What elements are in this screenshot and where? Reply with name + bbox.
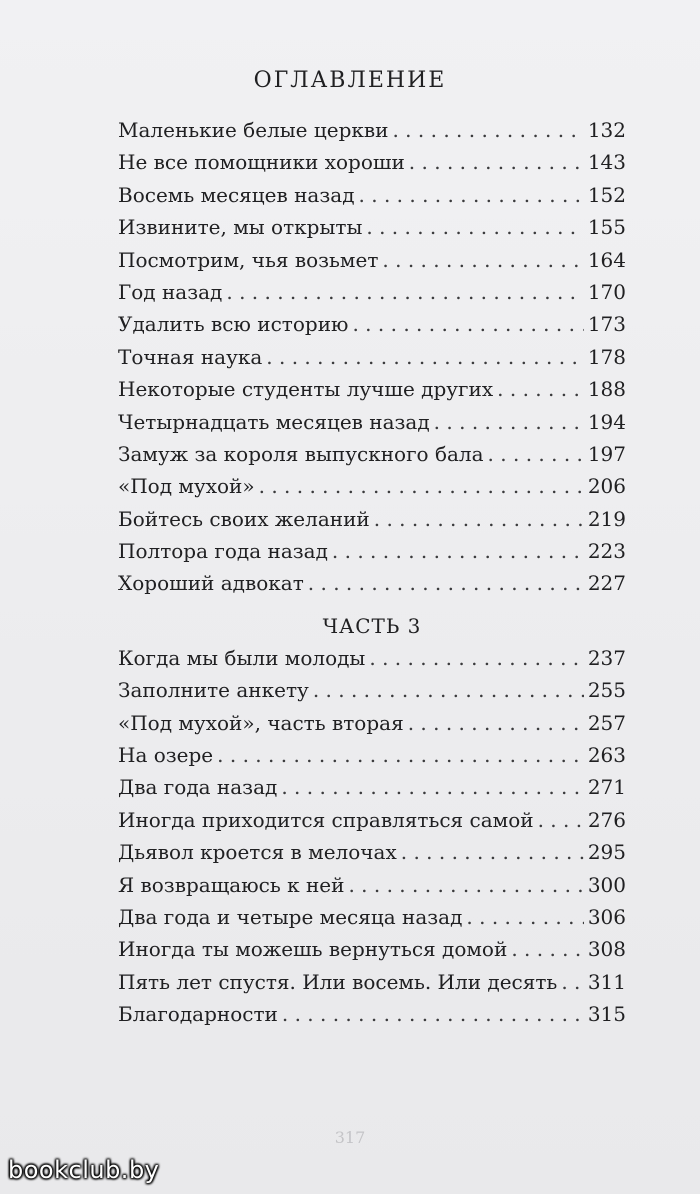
toc-entry (118, 1002, 626, 1034)
toc-entry (118, 312, 626, 344)
dot-leader (348, 873, 583, 897)
dot-leader (409, 150, 584, 174)
toc-entry-page: 170 (587, 279, 626, 304)
dot-leader (281, 775, 583, 799)
toc-entry-title: Год назад (118, 279, 223, 304)
toc-entry (118, 474, 626, 506)
toc-entry (118, 711, 626, 743)
toc-entry (118, 507, 626, 539)
page-number: 317 (334, 1128, 366, 1147)
dot-leader (374, 507, 584, 531)
toc-entry (118, 442, 626, 474)
dot-leader (366, 215, 583, 239)
toc-entry (118, 775, 626, 807)
toc-entry-title: Иногда ты можешь вернуться домой (118, 937, 508, 962)
toc-entries-part-3 (118, 646, 626, 1035)
toc-entry (118, 937, 626, 969)
toc-entry (118, 377, 626, 409)
toc-entry-page: 188 (587, 377, 626, 402)
toc-entry-title: Удалить всю историю (118, 312, 349, 337)
toc-entry (118, 905, 626, 937)
toc-entry (118, 743, 626, 775)
dot-leader (408, 711, 584, 735)
toc-entry (118, 873, 626, 905)
toc-entry-page: 155 (587, 215, 626, 240)
toc-entry-title: Иногда приходится справляться самой (118, 807, 534, 832)
toc-entry-title: Два года назад (118, 775, 278, 800)
toc-entry (118, 970, 626, 1002)
toc-entry-page: 143 (587, 150, 626, 175)
toc-entry (118, 150, 626, 182)
toc-entry-page: 237 (587, 645, 626, 670)
toc-entry-page: 255 (587, 678, 626, 703)
toc-entry (118, 646, 626, 678)
part-heading: ЧАСТЬ 3 (322, 613, 422, 638)
dot-leader (466, 905, 583, 929)
toc-entry-title: Заполните анкету (118, 678, 309, 703)
toc-entry-title: Не все помощники хороши (118, 150, 405, 175)
toc-entry-page: 219 (587, 506, 626, 531)
dot-leader (401, 840, 584, 864)
dot-leader (266, 345, 584, 369)
toc-entry-page: 206 (587, 474, 626, 499)
dot-leader (217, 743, 584, 767)
toc-entry-page: 197 (587, 441, 626, 466)
toc-entry (118, 571, 626, 603)
dot-leader (359, 183, 584, 207)
toc-entry (118, 678, 626, 710)
toc-entry (118, 215, 626, 247)
toc-entry (118, 840, 626, 872)
toc-entry-page: 194 (587, 409, 626, 434)
toc-entry-page: 308 (587, 937, 626, 962)
toc-entry-title: «Под мухой», часть вторая (118, 710, 404, 735)
dot-leader (282, 1002, 584, 1026)
toc-entry-page: 311 (587, 969, 626, 994)
toc-entry-title: Два года и четыре месяца назад (118, 904, 463, 929)
dot-leader (538, 808, 584, 832)
toc-entry-title: Бойтесь своих желаний (118, 506, 370, 531)
toc-entry-title: «Под мухой» (118, 474, 255, 499)
toc-entry-page: 223 (587, 539, 626, 564)
toc-entry (118, 539, 626, 571)
toc-entry-title: Маленькие белые церкви (118, 118, 389, 142)
toc-entry-title: Некоторые студенты лучше других (118, 377, 494, 402)
toc-entry-page: 295 (587, 840, 626, 865)
dot-leader (488, 442, 584, 466)
toc-entry-title: Восемь месяцев назад (118, 182, 355, 207)
dot-leader (369, 646, 583, 670)
watermark-logo: bookclub.by (8, 1156, 160, 1184)
toc-entry-page: 306 (587, 904, 626, 929)
toc-entry-page: 257 (587, 710, 626, 735)
toc-entry-page: 227 (587, 571, 626, 596)
toc-entry (118, 808, 626, 840)
dot-leader (226, 280, 583, 304)
toc-entry-page: 173 (587, 312, 626, 337)
toc-entry (118, 345, 626, 377)
dot-leader (511, 937, 584, 961)
toc-entry (118, 248, 626, 280)
dot-leader (392, 118, 583, 142)
table-of-contents (118, 118, 626, 1035)
dot-leader (382, 248, 583, 272)
toc-entry-title: Извините, мы открыты (118, 215, 363, 240)
toc-entry-title: Благодарности (118, 1002, 278, 1027)
toc-entry-title: Замуж за короля выпускного бала (118, 441, 484, 466)
toc-entry-title: Точная наука (118, 344, 263, 369)
dot-leader (332, 539, 584, 563)
dot-leader (497, 377, 584, 401)
dot-leader (313, 678, 584, 702)
dot-leader (259, 474, 584, 498)
toc-entry-title: Полтора года назад (118, 539, 328, 564)
toc-heading: ОГЛАВЛЕНИЕ (253, 68, 447, 93)
dot-leader (308, 571, 584, 595)
toc-entry-page: 276 (587, 807, 626, 832)
toc-entry-title: Когда мы были молоды (118, 645, 366, 670)
toc-entries-part-2 (118, 118, 626, 604)
dot-leader (434, 410, 584, 434)
toc-entry-title: Пять лет спустя. Или восемь. Или десять (118, 969, 558, 994)
dot-leader (561, 970, 583, 994)
toc-entry-title: Я возвращаюсь к ней (118, 872, 345, 897)
toc-entry-title: На озере (118, 743, 214, 768)
toc-entry (118, 410, 626, 442)
toc-entry-page: 178 (587, 344, 626, 369)
toc-entry (118, 183, 626, 215)
toc-entry-page: 300 (587, 872, 626, 897)
toc-entry-title: Хороший адвокат (118, 571, 304, 596)
toc-entry-page: 152 (587, 182, 626, 207)
toc-entry (118, 280, 626, 312)
toc-entry-page: 164 (587, 247, 626, 272)
toc-entry-page: 271 (587, 775, 626, 800)
toc-entry-page: 315 (587, 1002, 626, 1027)
toc-entry (118, 118, 626, 150)
toc-entry-page: 263 (587, 743, 626, 768)
dot-leader (352, 312, 583, 336)
toc-entry-title: Дьявол кроется в мелочах (118, 840, 397, 865)
toc-entry-title: Посмотрим, чья возьмет (118, 247, 379, 272)
toc-entry-title: Четырнадцать месяцев назад (118, 409, 430, 434)
toc-entry-page: 132 (587, 118, 626, 142)
